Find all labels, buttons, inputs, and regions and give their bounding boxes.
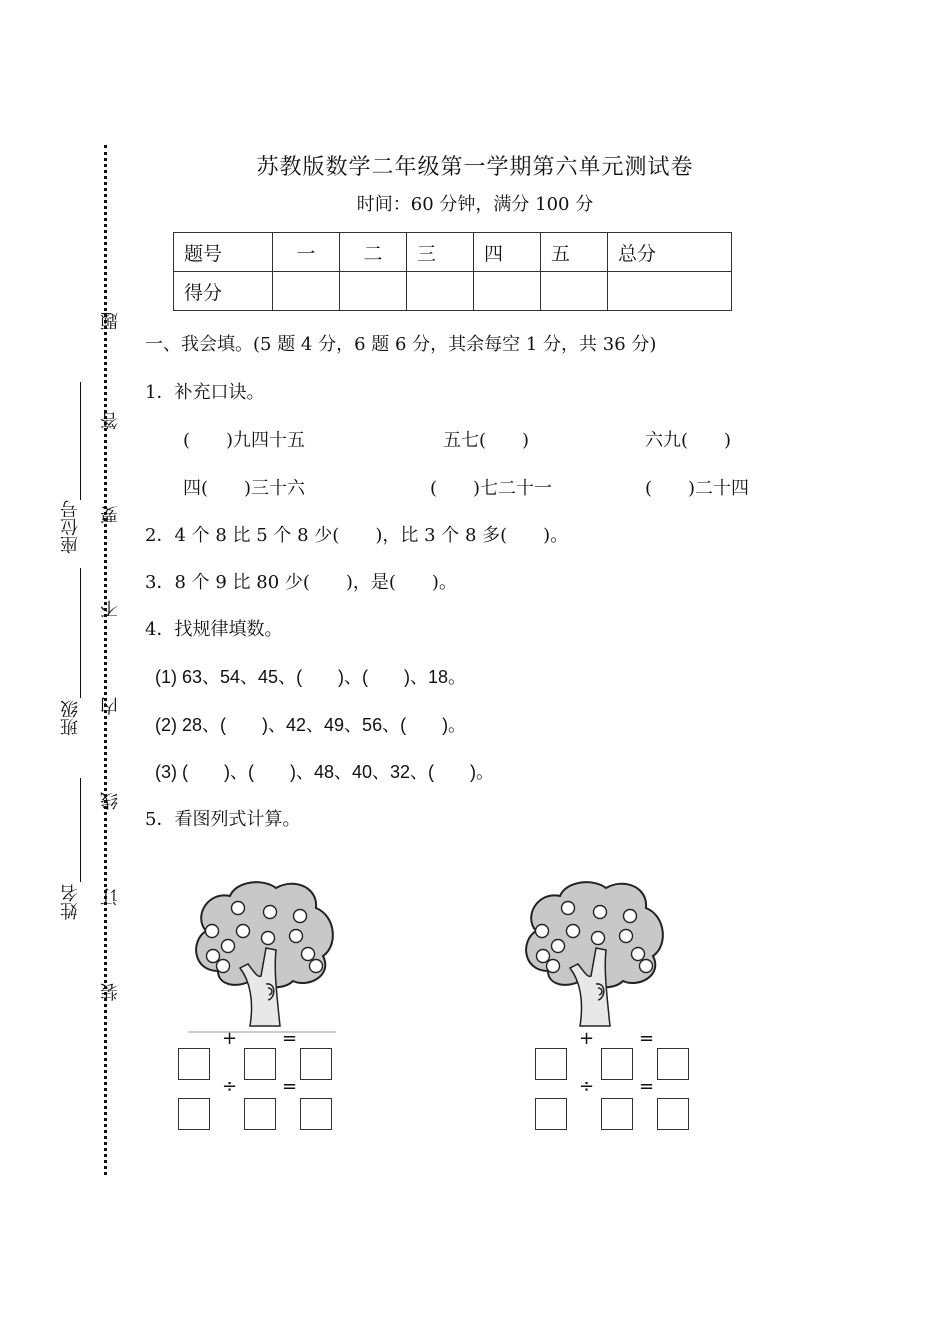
question-3: 3．8 个 9 比 80 少( )，是( )。	[145, 572, 457, 593]
binding-word: 内	[100, 697, 121, 715]
score-row-label: 得分	[174, 272, 273, 311]
score-header-cell: 五	[541, 233, 608, 272]
answer-box[interactable]	[657, 1048, 689, 1080]
divide-sign: ÷	[579, 1076, 595, 1097]
q4-item-3: (3) ( )、( )、48、40、32、( )。	[155, 762, 495, 782]
question-4-label: 4．找规律填数。	[145, 619, 283, 640]
question-2: 2．4 个 8 比 5 个 8 少( )，比 3 个 8 多( )。	[145, 525, 569, 546]
answer-box[interactable]	[601, 1098, 633, 1130]
answer-box[interactable]	[300, 1098, 332, 1130]
binding-word: 线	[100, 792, 121, 810]
equals-sign: =	[639, 1076, 655, 1097]
q1-item: 六九( )	[645, 430, 732, 451]
score-cell[interactable]	[608, 272, 732, 311]
equals-sign: =	[282, 1028, 298, 1049]
binding-word: 订	[100, 888, 121, 906]
score-header-cell: 题号	[174, 233, 273, 272]
score-header-cell: 二	[340, 233, 407, 272]
question-1-label: 1．补充口诀。	[145, 382, 265, 403]
score-table-header-row	[174, 233, 732, 272]
name-label: 姓名	[60, 884, 81, 920]
answer-box[interactable]	[244, 1098, 276, 1130]
apple-tree-image	[188, 876, 338, 1036]
seat-number-label: 座位号	[60, 500, 81, 554]
q1-item: 五七( )	[443, 430, 530, 451]
binding-dotted-line	[104, 145, 107, 1175]
answer-box[interactable]	[535, 1048, 567, 1080]
divide-sign: ÷	[222, 1076, 238, 1097]
q4-item-1: (1) 63、54、45、( )、( )、18。	[155, 667, 467, 687]
plus-sign: +	[579, 1028, 595, 1049]
score-header-cell: 一	[273, 233, 340, 272]
binding-word: 答	[100, 412, 121, 430]
apple-tree-image	[518, 876, 668, 1036]
page-subtitle: 时间：60 分钟，满分 100 分	[356, 194, 594, 215]
score-header-cell: 四	[474, 233, 541, 272]
score-cell[interactable]	[474, 272, 541, 311]
plus-sign: +	[222, 1028, 238, 1049]
q1-item: ( )七二十一	[430, 478, 553, 499]
class-field[interactable]	[80, 568, 81, 698]
binding-word: 不	[100, 600, 121, 618]
score-cell[interactable]	[340, 272, 407, 311]
answer-box[interactable]	[657, 1098, 689, 1130]
answer-box[interactable]	[178, 1098, 210, 1130]
score-header-cell: 总分	[608, 233, 732, 272]
answer-box[interactable]	[300, 1048, 332, 1080]
answer-box[interactable]	[535, 1098, 567, 1130]
score-cell[interactable]	[407, 272, 474, 311]
equals-sign: =	[639, 1028, 655, 1049]
class-label: 班级	[60, 700, 81, 736]
score-table	[173, 232, 732, 311]
seat-number-field[interactable]	[80, 382, 81, 500]
score-table-row	[174, 272, 732, 311]
binding-word: 题	[100, 312, 121, 330]
answer-box[interactable]	[178, 1048, 210, 1080]
score-header-cell: 三	[407, 233, 474, 272]
equals-sign: =	[282, 1076, 298, 1097]
answer-box[interactable]	[601, 1048, 633, 1080]
score-cell[interactable]	[541, 272, 608, 311]
q1-item: ( )九四十五	[183, 430, 306, 451]
question-5-label: 5．看图列式计算。	[145, 809, 301, 830]
binding-word: 装	[100, 983, 121, 1001]
q1-item: 四( )三十六	[183, 478, 306, 499]
q4-item-2: (2) 28、( )、42、49、56、( )。	[155, 715, 467, 735]
page-title: 苏教版数学二年级第一学期第六单元测试卷	[256, 155, 694, 180]
section-heading: 一、我会填。(5 题 4 分，6 题 6 分，其余每空 1 分，共 36 分)	[145, 334, 657, 355]
q1-item: ( )二十四	[645, 478, 750, 499]
name-field[interactable]	[80, 778, 81, 882]
answer-box[interactable]	[244, 1048, 276, 1080]
score-cell[interactable]	[273, 272, 340, 311]
binding-word: 要	[100, 506, 121, 524]
